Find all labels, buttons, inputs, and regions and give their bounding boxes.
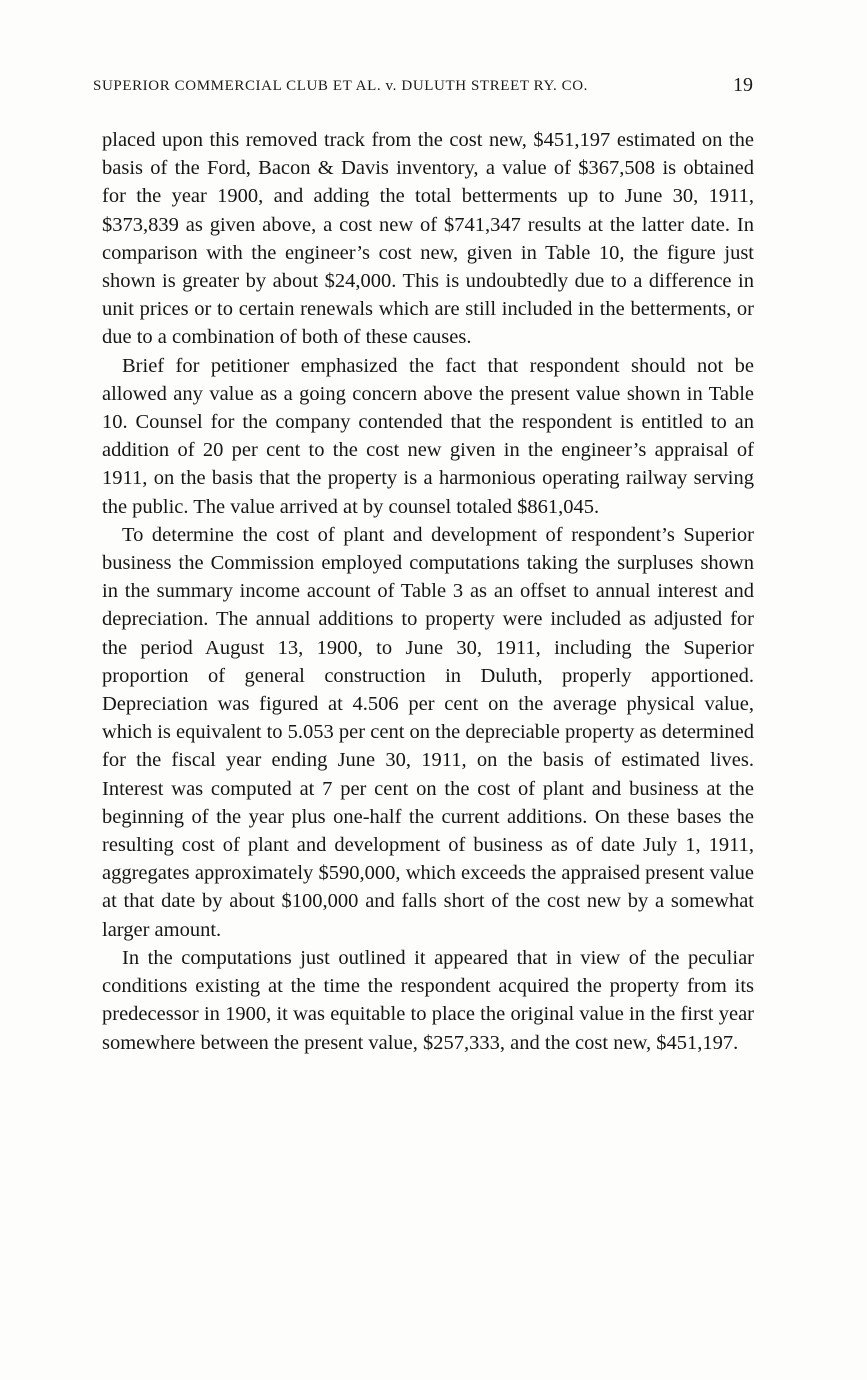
running-header	[93, 74, 753, 100]
paragraph-cost-computation: To determine the cost of plant and development of respondent’s Superior business the Commission employed computations taking the surpluses shown in the summary income account of Table 3 as an offset to annual interest and depreciation. The annual additions to property were included as adjusted for the period August 13, 1900, to June 30, 1911, including the Superior proportion of general construction in Duluth, properly apportioned. Depreciation was figured at 4.506 per cent on the average physical value, which is equivalent to 5.053 per cent on the depreciable property as determined for the fiscal year ending June 30, 1911, on the basis of estimated lives. Interest was computed at 7 per cent on the cost of plant and business at the beginning of the year plus one-half the current additions. On these bases the resulting cost of plant and development of business as of date July 1, 1911, aggregates approximately $590,000, which exceeds the appraised present value at that date by about $100,000 and falls short of the cost new by a somewhat larger amount.	[102, 523, 754, 941]
paragraph-petitioner-brief: Brief for petitioner emphasized the fact that respondent should not be allowed any value as a going concern above the present value shown in Table 10. Counsel for the company contended that the respondent is entitled to an addition of 20 per cent to the cost new given in the engineer’s appraisal of 1911, on the basis that the property is a harmonious operating railway serving the public. The value arrived at by counsel totaled $861,045.	[102, 354, 754, 518]
page-number: 19	[733, 74, 753, 96]
running-title: SUPERIOR COMMERCIAL CLUB ET AL. v. DULUTH STREET RY. CO.	[93, 78, 589, 94]
paragraph-original-value: In the computations just outlined it appeared that in view of the peculiar conditions existing at the time the respondent acquired the property from its predecessor in 1900, it was equitable to place the original value in the first year somewhere between the present value, $257,333, and the cost new, $451,197.	[102, 946, 754, 1054]
body-text	[102, 126, 754, 1057]
paragraph-continued: placed upon this removed track from the cost new, $451,197 estimated on the basis of the Ford, Bacon & Davis inventory, a value of $367,508 is obtained for the year 1900, and adding the total betterments up to June 30, 1911, $373,839 as given above, a cost new of $741,347 results at the latter date. In comparison with the engineer’s cost new, given in Table 10, the figure just shown is greater by about $24,000. This is undoubtedly due to a difference in unit prices or to certain renewals which are still included in the betterments, or due to a combination of both of these causes.	[102, 129, 754, 349]
